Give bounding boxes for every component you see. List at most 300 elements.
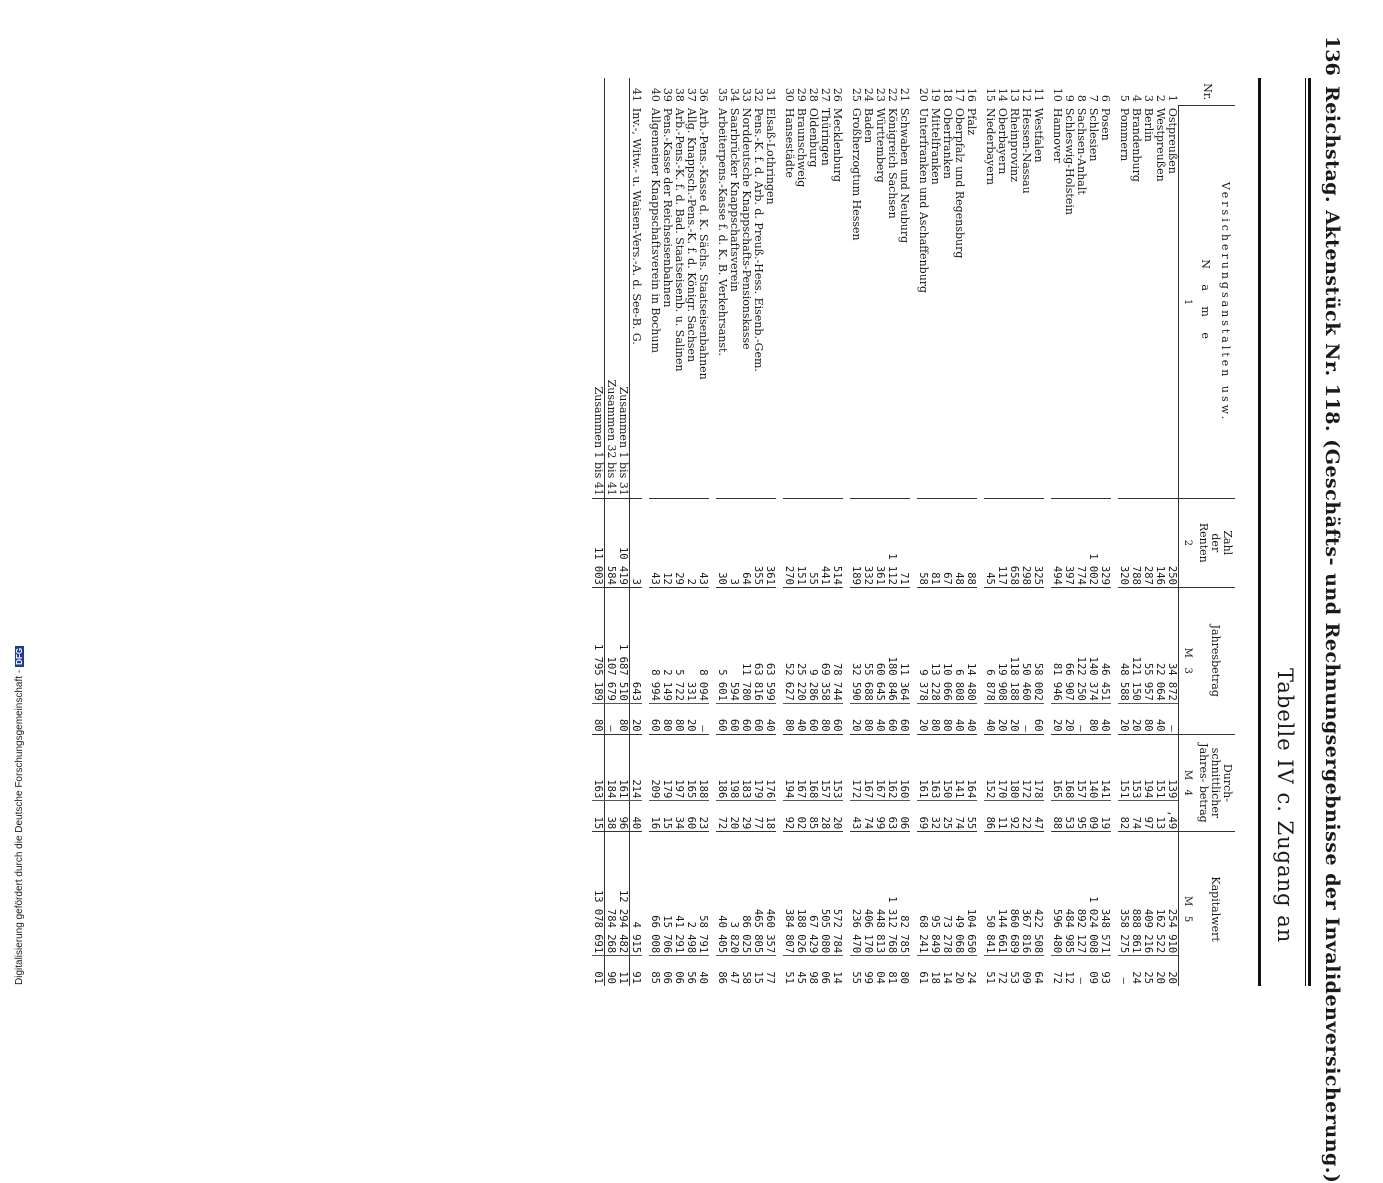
row-jahresbetrag-pf: 20 (685, 703, 697, 734)
row-zahl: 355 (752, 498, 764, 587)
row-spacer (977, 78, 984, 986)
data-table (592, 78, 1235, 986)
row-kapitalwert: 104 650 (965, 832, 977, 956)
row-kapitalwert-pf: 51 (783, 956, 795, 986)
row-kapitalwert-pf: 72 (1051, 956, 1063, 986)
row-durchschnitt-pf: 18 (764, 801, 776, 832)
row-zahl: 320 (1118, 498, 1130, 587)
row-jahresbetrag: 118 188 (1008, 587, 1020, 703)
row-jahresbetrag: 63 816 (752, 587, 764, 703)
row-jahresbetrag-pf: 20 (630, 703, 643, 734)
row-durchschnitt: 167 (795, 734, 807, 801)
row-zahl: 146 (1154, 498, 1166, 587)
table-row (752, 78, 764, 986)
row-jahresbetrag-pf: 60 (807, 703, 819, 734)
row-durchschnitt-pf: 72 (716, 801, 728, 832)
row-number: 40 (649, 87, 662, 102)
row-spacer (642, 78, 649, 986)
row-jahresbetrag: 5 601 (716, 587, 728, 703)
total-zahl: 10 419 (617, 498, 630, 587)
row-jahresbetrag-pf: 20 (917, 703, 929, 734)
row-kapitalwert: 82 785 (898, 832, 910, 956)
table-row (649, 78, 661, 986)
row-kapitalwert-pf: 12 (1063, 956, 1075, 986)
row-name: Oberfranken (941, 107, 954, 179)
row-name: Saarbrücker Knappschaftsverein (728, 107, 741, 292)
row-jahresbetrag-pf: 20 (1130, 703, 1142, 734)
total-jahresbetrag: 107 679 (605, 587, 618, 703)
row-kapitalwert-pf: 81 (886, 956, 898, 986)
row-number: 8 (1075, 94, 1088, 102)
row-jahresbetrag-pf: 20 (1063, 703, 1075, 734)
row-durchschnitt-pf: 02 (795, 801, 807, 832)
col-number-5: M 5 (1179, 832, 1196, 986)
row-jahresbetrag: 9 378 (917, 587, 929, 703)
row-kapitalwert: 67 429 (807, 832, 819, 956)
row-jahresbetrag-pf: 40 (1099, 703, 1111, 734)
row-zahl: 774 (1075, 498, 1087, 587)
row-spacer (1111, 78, 1118, 986)
row-zahl: 151 (795, 498, 807, 587)
row-kapitalwert-pf: 91 (630, 956, 643, 986)
row-kapitalwert: 406 170 (862, 832, 874, 956)
row-kapitalwert-pf: 09 (1087, 956, 1099, 986)
row-number: 15 (984, 87, 997, 102)
row-zahl: 3 (630, 498, 643, 587)
row-durchschnitt-pf: 74 (953, 801, 965, 832)
row-kapitalwert: 95 849 (929, 832, 941, 956)
total-durchschnitt-pf: 38 (605, 801, 618, 832)
row-number: 6 (1099, 94, 1112, 102)
row-durchschnitt-pf: 29 (740, 801, 752, 832)
row-durchschnitt-pf: 69 (917, 801, 929, 832)
row-durchschnitt-pf: 16 (649, 801, 661, 832)
table-top-rule (1258, 78, 1261, 986)
table-row (740, 78, 752, 986)
row-durchschnitt: 141 (953, 734, 965, 801)
row-name: Ostpreußen (1166, 107, 1179, 174)
row-jahresbetrag-pf: 20 (1118, 703, 1130, 734)
row-name: Berlin (1142, 107, 1155, 142)
row-kapitalwert-pf: 61 (917, 956, 929, 986)
dfg-logo: DFG (15, 647, 24, 665)
row-durchschnitt: 188 (697, 734, 709, 801)
row-name: Oldenburg (807, 107, 820, 168)
row-jahresbetrag: 58 002 (1032, 587, 1044, 703)
table-row (1130, 78, 1142, 986)
row-jahresbetrag-pf: 20 (850, 703, 862, 734)
row-kapitalwert: 888 861 (1130, 832, 1142, 956)
total-jahresbetrag-pf: 80 (592, 703, 605, 734)
row-kapitalwert: 409 216 (1142, 832, 1154, 956)
row-zahl: 43 (697, 498, 709, 587)
col-number-3: M 3 (1179, 587, 1196, 734)
row-kapitalwert-pf: 51 (984, 956, 996, 986)
row-durchschnitt: 139 (1166, 734, 1179, 801)
row-durchschnitt: 157 (819, 734, 831, 801)
total-zahl: 584 (605, 498, 618, 587)
header-rule-thin (1305, 78, 1306, 986)
row-name: Schlesien (1087, 107, 1100, 162)
row-kapitalwert: 1 312 768 (886, 832, 898, 956)
row-number: 18 (941, 87, 954, 102)
row-durchschnitt: 180 (1008, 734, 1020, 801)
row-kapitalwert-pf: 14 (941, 956, 953, 986)
row-number: 23 (874, 87, 887, 102)
row-jahresbetrag-pf: 80 (819, 703, 831, 734)
table-row (1051, 78, 1063, 986)
row-jahresbetrag: 6 878 (984, 587, 996, 703)
row-jahresbetrag: 6 808 (953, 587, 965, 703)
table-row (886, 78, 898, 986)
total-kapitalwert-pf: 11 (617, 956, 630, 986)
table-row (850, 78, 862, 986)
row-name: Braunschweig (795, 107, 808, 188)
row-jahresbetrag: 8 094 (697, 587, 709, 703)
row-jahresbetrag-pf: 40 (795, 703, 807, 734)
row-jahresbetrag-pf: 80 (783, 703, 795, 734)
row-durchschnitt: 165 (685, 734, 697, 801)
table-row (1020, 78, 1032, 986)
total-spacer (617, 78, 630, 106)
row-name: Hessen-Nassau (1020, 107, 1033, 194)
row-name: Arb.-Pens.-K. f. d. Bad. Staatseisenb. u. Salinen (673, 107, 686, 372)
row-kapitalwert-pf: 14 (831, 956, 843, 986)
row-kapitalwert: 3 820 (728, 832, 740, 956)
row-name: Unterfranken und Aschaffenburg (917, 107, 930, 294)
row-zahl: 3 (728, 498, 740, 587)
col-number-4: M 4 (1179, 734, 1196, 832)
table-row (941, 78, 953, 986)
total-spacer (592, 78, 605, 106)
row-name: Pfalz (965, 107, 978, 136)
row-kapitalwert: 358 275 (1118, 832, 1130, 956)
row-durchschnitt: 178 (1032, 734, 1044, 801)
row-zahl: 81 (929, 498, 941, 587)
table-row (996, 78, 1008, 986)
total-durchschnitt-pf: 15 (592, 801, 605, 832)
table-row (874, 78, 886, 986)
total-row (617, 78, 630, 986)
row-kapitalwert: 50 841 (984, 832, 996, 956)
total-durchschnitt-pf: 96 (617, 801, 630, 832)
row-kapitalwert: 572 784 (831, 832, 843, 956)
row-durchschnitt: 160 (898, 734, 910, 801)
table-row (697, 78, 709, 986)
row-name: Schleswig-Holstein (1063, 107, 1076, 215)
row-durchschnitt-pf: 34 (673, 801, 685, 832)
row-kapitalwert-pf: 40 (697, 956, 709, 986)
row-jahresbetrag-pf: 60 (752, 703, 764, 734)
row-zahl: 117 (996, 498, 1008, 587)
row-kapitalwert: 860 689 (1008, 832, 1020, 956)
row-spacer (776, 78, 783, 986)
row-zahl: 287 (1142, 498, 1154, 587)
row-durchschnitt-pf: 55 (965, 801, 977, 832)
row-durchschnitt-pf: 97 (1142, 801, 1154, 832)
row-jahresbetrag: 180 846 (886, 587, 898, 703)
row-jahresbetrag: 55 957 (1142, 587, 1154, 703)
row-zahl: 189 (850, 498, 862, 587)
table-row (898, 78, 910, 986)
row-jahresbetrag-pf: 80 (1087, 703, 1099, 734)
row-durchschnitt-pf: 19 (1099, 801, 1111, 832)
page-title: Reichstag. Aktenstück Nr. 118. (Geschäfts- und Rechnungsergebnisse der Invalidenversicherung.) (1321, 86, 1343, 1183)
row-jahresbetrag: 594 (728, 587, 740, 703)
row-zahl: 788 (1130, 498, 1142, 587)
row-durchschnitt-pf: 63 (886, 801, 898, 832)
row-jahresbetrag: 34 872 (1166, 587, 1179, 703)
row-durchschnitt: 209 (649, 734, 661, 801)
table-row (716, 78, 728, 986)
row-jahresbetrag-pf: 80 (1142, 703, 1154, 734)
table-row (795, 78, 807, 986)
row-jahresbetrag-pf: 60 (898, 703, 910, 734)
row-durchschnitt: 167 (862, 734, 874, 801)
row-jahresbetrag: 5 722 (673, 587, 685, 703)
row-zahl: 361 (874, 498, 886, 587)
row-zahl: 270 (783, 498, 795, 587)
row-jahresbetrag-pf: 40 (965, 703, 977, 734)
row-kapitalwert: 41 291 (673, 832, 685, 956)
row-kapitalwert-pf: 85 (649, 956, 661, 986)
row-zahl: 658 (1008, 498, 1020, 587)
row-kapitalwert-pf: 53 (1008, 956, 1020, 986)
col-number-2: 2 (1179, 498, 1196, 587)
row-kapitalwert-pf: — (1118, 956, 1130, 986)
row-durchschnitt-pf: 40 (630, 801, 643, 832)
row-number: 29 (795, 87, 808, 102)
total-kapitalwert: 12 294 482 (617, 832, 630, 956)
row-durchschnitt: 170 (996, 734, 1008, 801)
row-number: 5 (1118, 94, 1131, 102)
row-zahl: 1 112 (886, 498, 898, 587)
row-zahl: 29 (673, 498, 685, 587)
table-row (1099, 78, 1111, 986)
table-row (929, 78, 941, 986)
row-durchschnitt: 157 (1075, 734, 1087, 801)
row-jahresbetrag: 78 744 (831, 587, 843, 703)
row-zahl: 58 (917, 498, 929, 587)
row-name: Thüringen (819, 107, 832, 166)
row-durchschnitt: 162 (886, 734, 898, 801)
row-jahresbetrag: 81 946 (1051, 587, 1063, 703)
row-zahl: 43 (649, 498, 661, 587)
row-number: 1 (1166, 94, 1180, 102)
row-jahresbetrag-pf: 80 (661, 703, 673, 734)
row-durchschnitt-pf: 22 (1020, 801, 1032, 832)
row-zahl: 332 (862, 498, 874, 587)
row-number: 36 (697, 87, 710, 102)
row-kapitalwert-pf: 58 (740, 956, 752, 986)
row-name: Westpreußen (1154, 107, 1167, 182)
row-kapitalwert: 162 522 (1154, 832, 1166, 956)
row-number: 4 (1130, 94, 1143, 102)
row-kapitalwert-pf: 04 (874, 956, 886, 986)
row-spacer (910, 78, 917, 986)
row-durchschnitt-pf: 74 (1130, 801, 1142, 832)
row-durchschnitt: 151 (1154, 734, 1166, 801)
row-name: Norddeutsche Knappschafts-Pensionskasse (740, 107, 753, 350)
row-zahl: 55 (807, 498, 819, 587)
table-row (783, 78, 795, 986)
col-header-group: Versicherungsanstalten usw. (1215, 106, 1235, 498)
col-header-kapitalwert: Kapitalwert (1195, 832, 1235, 986)
row-number: 17 (953, 87, 966, 102)
row-durchschnitt: 183 (740, 734, 752, 801)
row-jahresbetrag: 50 460 (1020, 587, 1032, 703)
row-name: Königreich Sachsen (886, 107, 899, 219)
row-kapitalwert: 384 807 (783, 832, 795, 956)
row-jahresbetrag: 69 358 (819, 587, 831, 703)
row-durchschnitt: 153 (831, 734, 843, 801)
row-durchschnitt: 168 (807, 734, 819, 801)
row-number: 30 (783, 87, 796, 102)
row-durchschnitt-pf: 53 (1063, 801, 1075, 832)
row-durchschnitt: 172 (850, 734, 862, 801)
row-name: Großherzogtum Hessen (850, 107, 863, 241)
col-header-zahl: Zahl der Renten (1195, 498, 1235, 587)
row-zahl: 298 (1020, 498, 1032, 587)
row-durchschnitt-pf: 20 (728, 801, 740, 832)
table-row (1032, 78, 1044, 986)
row-jahresbetrag: 121 150 (1130, 587, 1142, 703)
row-durchschnitt: 186 (716, 734, 728, 801)
row-durchschnitt: 151 (1118, 734, 1130, 801)
row-zahl: 325 (1032, 498, 1044, 587)
row-number: 9 (1063, 94, 1076, 102)
row-durchschnitt-pf: 11 (996, 801, 1008, 832)
row-durchschnitt: 153 (1130, 734, 1142, 801)
row-number: 21 (898, 87, 911, 102)
row-kapitalwert: 1 024 008 (1087, 832, 1099, 956)
row-jahresbetrag: 48 588 (1118, 587, 1130, 703)
col-header-durchschnitt: Durch- schnittlicher Jahres- betrag (1195, 734, 1235, 832)
row-jahresbetrag-pf: 40 (984, 703, 996, 734)
row-zahl: 441 (819, 498, 831, 587)
row-zahl: 45 (984, 498, 996, 587)
total-durchschnitt: 163 (592, 734, 605, 801)
header-rule (1308, 78, 1311, 986)
row-kapitalwert: 58 791 (697, 832, 709, 956)
row-durchschnitt-pf: 09 (1087, 801, 1099, 832)
row-spacer (709, 78, 716, 986)
row-jahresbetrag-pf: 60 (740, 703, 752, 734)
row-name: Inv.-, Witw.- u. Waisen-Vers.-A. d. See-B. G. (630, 107, 643, 345)
row-number: 27 (819, 87, 832, 102)
row-jahresbetrag: 66 907 (1063, 587, 1075, 703)
row-jahresbetrag-pf: 60 (831, 703, 843, 734)
row-durchschnitt: 164 (965, 734, 977, 801)
total-label: Zusammen 1 bis 31 (617, 106, 630, 498)
row-durchschnitt-pf: 32 (929, 801, 941, 832)
row-number: 20 (917, 87, 930, 102)
row-kapitalwert-pf: 77 (764, 956, 776, 986)
row-number: 7 (1087, 94, 1100, 102)
table-row (1154, 78, 1166, 986)
row-kapitalwert-pf: 64 (1032, 956, 1044, 986)
row-zahl: 514 (831, 498, 843, 587)
row-number: 24 (862, 87, 875, 102)
row-kapitalwert: 15 706 (661, 832, 673, 956)
row-kapitalwert: 892 127 (1075, 832, 1087, 956)
row-name: Pens.-K. f. d. Arb. d. Preuß.-Hess. Eisenb.-Gem. (752, 107, 765, 372)
table-row (630, 78, 643, 986)
row-jahresbetrag: 32 590 (850, 587, 862, 703)
row-kapitalwert: 422 508 (1032, 832, 1044, 956)
total-jahresbetrag-pf: — (605, 703, 618, 734)
row-durchschnitt-pf: 25 (941, 801, 953, 832)
row-kapitalwert-pf: 18 (929, 956, 941, 986)
table-row (1087, 78, 1099, 986)
row-jahresbetrag-pf: 60 (886, 703, 898, 734)
row-jahresbetrag: 60 645 (874, 587, 886, 703)
row-kapitalwert-pf: 98 (807, 956, 819, 986)
row-name: Oberpfalz und Regensburg (953, 107, 966, 259)
digitization-credit (0, 0, 25, 1000)
row-kapitalwert-pf: — (1075, 956, 1087, 986)
row-name: Allgemeiner Knappschaftsverein in Bochum (649, 107, 662, 353)
row-number: 37 (685, 87, 698, 102)
table-row (673, 78, 685, 986)
table-row (1063, 78, 1075, 986)
row-kapitalwert: 505 080 (819, 832, 831, 956)
row-durchschnitt: 163 (929, 734, 941, 801)
row-jahresbetrag: 331 (685, 587, 697, 703)
row-number: 22 (886, 87, 899, 102)
row-kapitalwert: 596 480 (1051, 832, 1063, 956)
row-kapitalwert-pf: 06 (661, 956, 673, 986)
row-jahresbetrag: 46 451 (1099, 587, 1111, 703)
col-header-jahresbetrag: Jahresbetrag (1195, 587, 1235, 734)
row-jahresbetrag: 14 480 (965, 587, 977, 703)
row-durchschnitt: 179 (752, 734, 764, 801)
row-durchschnitt-pf: 43 (850, 801, 862, 832)
row-name: Oberbayern (996, 107, 1009, 175)
row-durchschnitt-pf: 20 (831, 801, 843, 832)
row-jahresbetrag: 63 599 (764, 587, 776, 703)
row-zahl: 361 (764, 498, 776, 587)
row-jahresbetrag-pf: 40 (874, 703, 886, 734)
row-jahresbetrag: 122 250 (1075, 587, 1087, 703)
row-number: 34 (728, 87, 741, 102)
row-zahl: 494 (1051, 498, 1063, 587)
row-durchschnitt-pf: 15 (661, 801, 673, 832)
row-kapitalwert-pf: 20 (953, 956, 965, 986)
row-name: Hannover (1051, 107, 1064, 163)
table-row (1075, 78, 1087, 986)
row-number: 2 (1154, 94, 1167, 102)
row-jahresbetrag-pf: — (1075, 703, 1087, 734)
row-name: Sachsen-Anhalt (1075, 107, 1088, 195)
row-name: Mecklenburg (831, 107, 844, 183)
table-row (685, 78, 697, 986)
row-jahresbetrag-pf: 20 (996, 703, 1008, 734)
row-kapitalwert-pf: 45 (795, 956, 807, 986)
row-number: 33 (740, 87, 753, 102)
row-zahl: 397 (1063, 498, 1075, 587)
row-zahl: 67 (941, 498, 953, 587)
row-jahresbetrag-pf: 20 (1051, 703, 1063, 734)
row-jahresbetrag-pf: 20 (1008, 703, 1020, 734)
row-name: Württemberg (874, 107, 887, 183)
row-jahresbetrag-pf: 80 (929, 703, 941, 734)
row-jahresbetrag-pf: 40 (953, 703, 965, 734)
total-kapitalwert-pf: 01 (592, 956, 605, 986)
row-jahresbetrag-pf: 80 (862, 703, 874, 734)
row-jahresbetrag: 25 220 (795, 587, 807, 703)
row-jahresbetrag: 140 374 (1087, 587, 1099, 703)
